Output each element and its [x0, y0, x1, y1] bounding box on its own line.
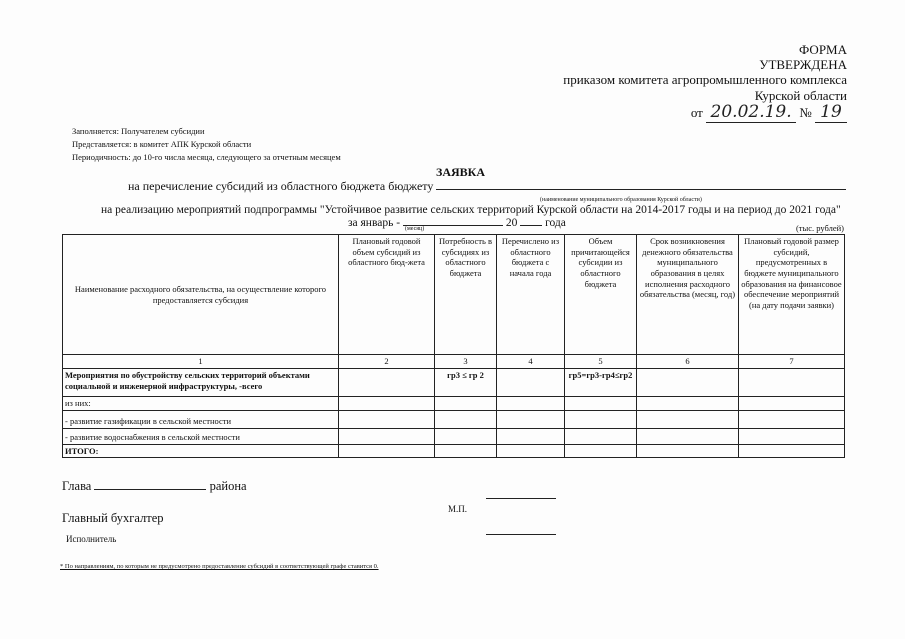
col-number: 3	[435, 355, 497, 369]
year-suffix: года	[545, 217, 566, 229]
head-prefix: Глава	[62, 479, 92, 493]
title-line-2: на реализацию мероприятий подпрограммы "Устойчивое развитие сельских территорий Курской области на 2014-2017 годы и на период до 2021 года"	[101, 204, 841, 216]
title-line-1-text: на перечисление субсидий из областного бюджета бюджету	[128, 179, 434, 193]
order-date-line	[691, 102, 847, 123]
header-need: Потребность в субсидиях из областного бюджета	[435, 235, 497, 355]
cell-planned	[339, 369, 435, 397]
col-number: 1	[63, 355, 339, 369]
title-line-1	[128, 177, 846, 194]
cell-municipal	[739, 428, 845, 444]
cell-term	[637, 428, 739, 444]
month-note: (месяц)	[405, 226, 425, 232]
executor-label: Исполнитель	[66, 534, 117, 544]
table-row	[63, 397, 845, 411]
period-prefix: за январь -	[348, 217, 401, 229]
period-line	[348, 214, 566, 229]
municipality-note: (наименование муниципального образования Курской области)	[540, 197, 702, 203]
cell-transferred	[497, 397, 565, 411]
table-total-row	[63, 444, 845, 458]
col-number: 7	[739, 355, 845, 369]
cell-municipal	[739, 410, 845, 428]
cell-due	[565, 444, 637, 458]
cell-need	[435, 444, 497, 458]
cell-due	[565, 410, 637, 428]
units-label: (тыс. рублей)	[795, 223, 844, 233]
row-label: Мероприятия по обустройству сельских территорий объектами социальной и инженерной инфраструктуры, -всего	[63, 369, 339, 397]
header-due-volume: Объем причитающейся субсидии из областного бюджета	[565, 235, 637, 355]
year-prefix: 20	[505, 217, 518, 229]
region-label: Курской области	[754, 88, 847, 103]
cell-need	[435, 397, 497, 411]
cell-need: гр3 ≤ гр 2	[435, 369, 497, 397]
municipality-blank	[436, 177, 846, 190]
cell-need	[435, 428, 497, 444]
cell-term	[637, 397, 739, 411]
cell-planned	[339, 397, 435, 411]
header-municipal-size	[739, 223, 845, 355]
cell-transferred	[497, 369, 565, 397]
table-header-row	[63, 235, 845, 355]
chief-accountant-label: Главный бухгалтер	[62, 511, 164, 525]
cell-due	[565, 428, 637, 444]
filled-by: Заполняется: Получателем субсидии	[72, 126, 205, 136]
cell-term	[637, 410, 739, 428]
row-label: - развитие газификации в сельской местности	[63, 410, 339, 428]
table-row	[63, 428, 845, 444]
head-suffix: района	[209, 479, 247, 493]
date-prefix: от	[690, 105, 703, 120]
footnote: * По направлениям, по которым не предусмотрено предоставление субсидий в соответствующей графе ставится 0.	[60, 563, 379, 570]
month-blank	[403, 214, 503, 226]
year-blank	[520, 214, 542, 226]
form-label: ФОРМА	[799, 42, 847, 57]
cell-municipal	[739, 397, 845, 411]
cell-planned	[339, 444, 435, 458]
row-label: ИТОГО:	[63, 444, 339, 458]
table-row	[63, 369, 845, 397]
header-municipal-size-text: Плановый годовой размер субсидий, предусмотренных в бюджете муниципального образования на финансовое обеспечение мероприятий (на дату подачи заявки)	[741, 236, 842, 310]
head-name-blank	[94, 476, 206, 490]
approved-label: УТВЕРЖДЕНА	[759, 57, 847, 72]
cell-due: гр5=гр3-гр4≤гр2	[565, 369, 637, 397]
cell-planned	[339, 410, 435, 428]
table-number-row	[63, 355, 845, 369]
order-number-value: 19	[815, 102, 847, 123]
cell-term	[637, 444, 739, 458]
table-row	[63, 410, 845, 428]
cell-transferred	[497, 410, 565, 428]
cell-term	[637, 369, 739, 397]
header-obligation-term: Срок возникновения денежного обязательства муниципального образования в целях исполнения расходного обязательства (месяц, год)	[637, 235, 739, 355]
cell-transferred	[497, 444, 565, 458]
head-signature-line	[62, 476, 247, 494]
cell-transferred	[497, 428, 565, 444]
signature-line-2	[486, 534, 556, 535]
col-number: 6	[637, 355, 739, 369]
number-prefix: №	[799, 105, 812, 120]
document-title: ЗАЯВКА	[436, 165, 486, 179]
cell-need	[435, 410, 497, 428]
cell-municipal	[739, 444, 845, 458]
periodicity: Периодичность: до 10-го числа месяца, следующего за отчетным месяцем	[72, 152, 341, 162]
stamp-label: М.П.	[448, 504, 468, 514]
submitted-to: Представляется: в комитет АПК Курской области	[72, 139, 252, 149]
header-transferred: Перечислено из областного бюджета с начала года	[497, 235, 565, 355]
col-number: 5	[565, 355, 637, 369]
col-number: 2	[339, 355, 435, 369]
cell-due	[565, 397, 637, 411]
row-label: из них:	[63, 397, 339, 411]
approved-by-order: приказом комитета агропромышленного комплекса	[563, 72, 847, 87]
signature-line-1	[486, 498, 556, 499]
header-planned-volume: Плановый годовой объем субсидий из областного бюд-жета	[339, 235, 435, 355]
cell-planned	[339, 428, 435, 444]
header-expense-name: Наименование расходного обязательства, на осуществление которого предоставляется субсидия	[63, 235, 339, 355]
order-date-value: 20.02.19.	[706, 102, 796, 123]
row-label: - развитие водоснабжения в сельской местности	[63, 428, 339, 444]
col-number: 4	[497, 355, 565, 369]
cell-municipal	[739, 369, 845, 397]
